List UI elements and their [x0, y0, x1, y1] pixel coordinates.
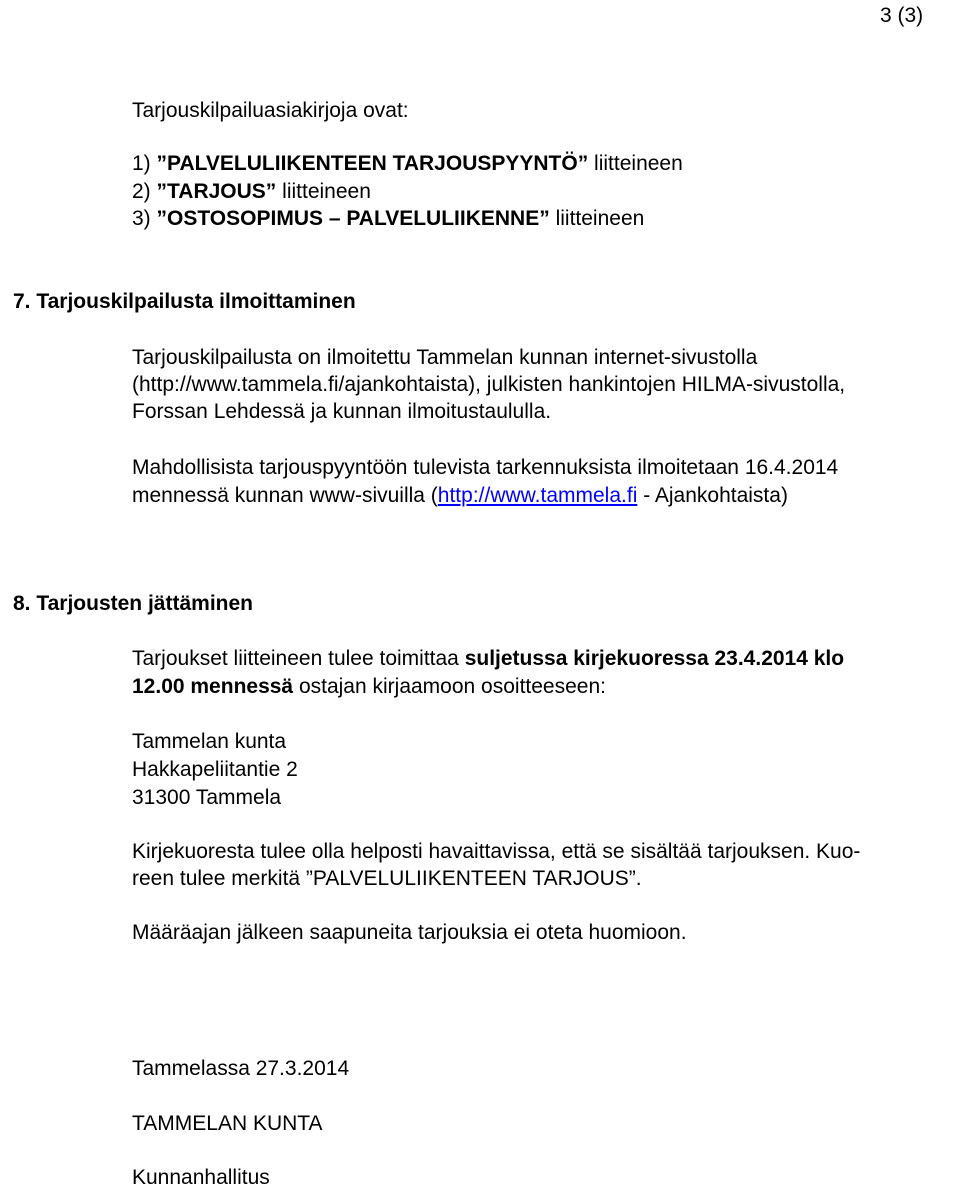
section-7-line-1: Tarjouskilpailusta on ilmoitettu Tammelan kunnan internet-sivustolla — [132, 346, 758, 369]
deadline-note: Määräajan jälkeen saapuneita tarjouksia ei oteta huomioon. — [132, 921, 687, 944]
notice-text-post: - Ajankohtaista) — [637, 484, 788, 507]
notice-text-pre: mennessä kunnan www-sivuilla ( — [132, 484, 438, 507]
attachment-item-2 — [132, 180, 371, 204]
section-7-line-2: (http://www.tammela.fi/ajankohtaista), julkisten hankintojen HILMA-sivustolla, — [132, 373, 846, 396]
page-number: 3 (3) — [880, 4, 924, 27]
submission-deadline: 12.00 mennessä — [132, 675, 294, 698]
submission-text: Tarjoukset liitteineen tulee toimittaa — [132, 647, 465, 670]
submission-bold: suljetussa kirjekuoressa 23.4.2014 klo — [464, 647, 845, 670]
submission-line-1 — [132, 647, 844, 671]
notice-line-2 — [132, 484, 788, 508]
attachment-item-3 — [132, 207, 644, 231]
submission-text: ostajan kirjaamoon osoitteeseen: — [293, 675, 606, 698]
signature-org: TAMMELAN KUNTA — [132, 1112, 323, 1135]
attachment-num: 1) — [132, 152, 157, 175]
attachment-suffix: liitteineen — [549, 207, 645, 230]
attachment-num: 2) — [132, 180, 157, 203]
tammela-link[interactable]: http://www.tammela.fi — [437, 484, 638, 507]
attachment-suffix: liitteineen — [588, 152, 683, 175]
section-7-heading: 7. Tarjouskilpailusta ilmoittaminen — [13, 290, 356, 313]
section-8-heading: 8. Tarjousten jättäminen — [13, 592, 253, 615]
attachment-suffix: liitteineen — [276, 180, 371, 203]
address-line-2: Hakkapeliitantie 2 — [132, 758, 298, 781]
signature-body: Kunnanhallitus — [132, 1166, 270, 1189]
envelope-line-1: Kirjekuoresta tulee olla helposti havaittavissa, että se sisältää tarjouksen. Kuo- — [132, 840, 861, 863]
attachment-title: ”PALVELULIIKENTEEN TARJOUSPYYNTÖ” — [156, 152, 589, 175]
address-line-3: 31300 Tammela — [132, 786, 282, 809]
attachment-title: ”OSTOSOPIMUS – PALVELULIIKENNE” — [156, 207, 550, 230]
submission-line-2 — [132, 675, 606, 699]
attachment-num: 3) — [132, 207, 157, 230]
address-line-1: Tammelan kunta — [132, 730, 287, 753]
signature-place-date: Tammelassa 27.3.2014 — [132, 1057, 350, 1080]
attachment-title: ”TARJOUS” — [156, 180, 277, 203]
envelope-line-2: reen tulee merkitä ”PALVELULIIKENTEEN TARJOUS”. — [132, 867, 642, 890]
section-7-line-3: Forssan Lehdessä ja kunnan ilmoitustaululla. — [132, 400, 552, 423]
notice-line-1: Mahdollisista tarjouspyyntöön tulevista tarkennuksista ilmoitetaan 16.4.2014 — [132, 456, 839, 479]
intro-text: Tarjouskilpailuasiakirjoja ovat: — [132, 99, 409, 122]
attachment-item-1 — [132, 152, 683, 176]
